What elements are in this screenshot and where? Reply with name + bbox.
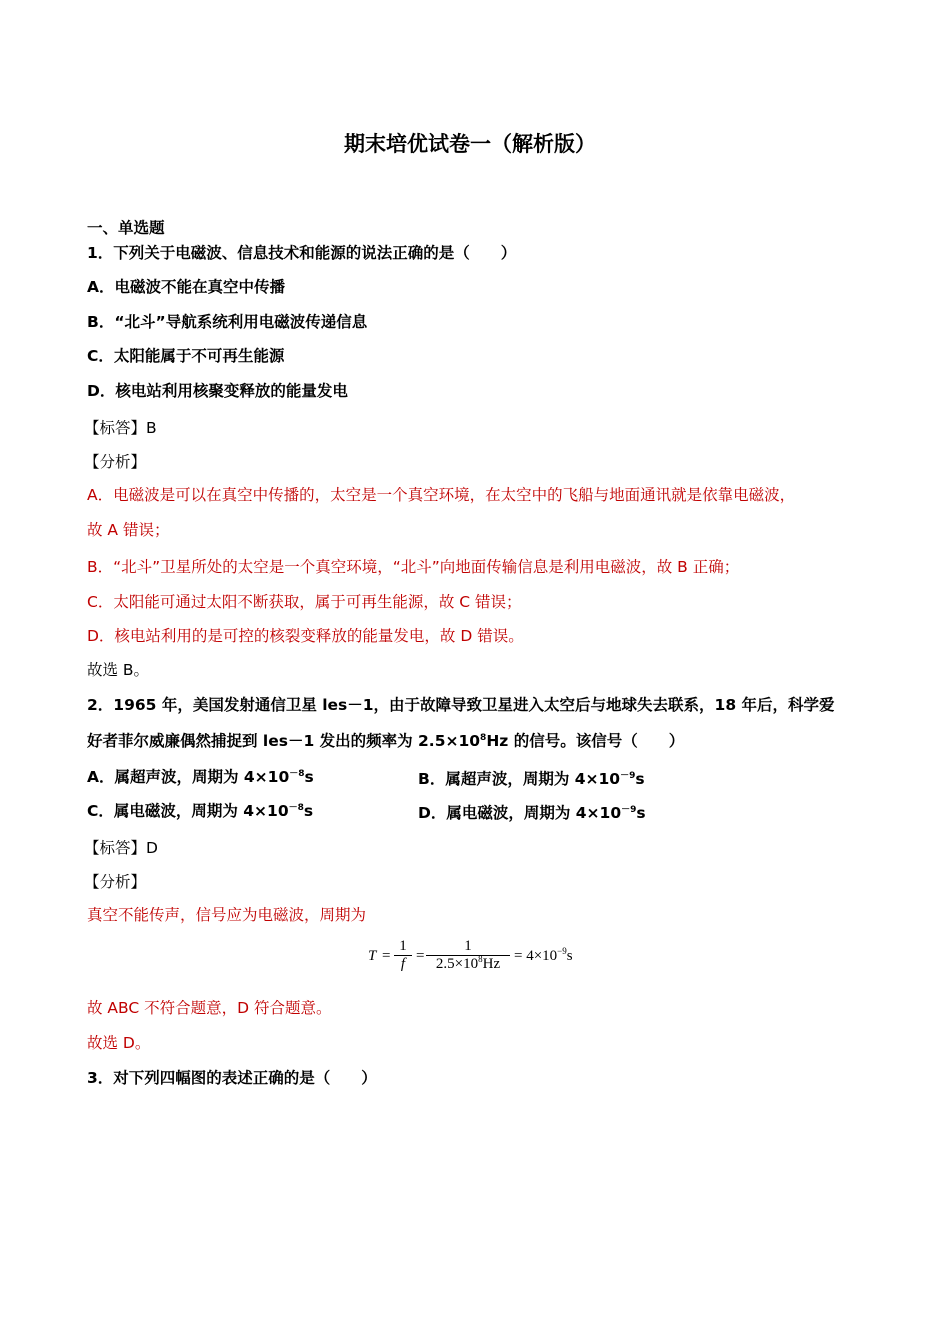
- q2-a-unit: s: [304, 768, 314, 786]
- q2-a-exp: －8: [289, 768, 305, 779]
- period-formula: [366, 936, 596, 986]
- q1-stem: 1．下列关于电磁波、信息技术和能源的说法正确的是（ ）: [87, 244, 517, 262]
- formula-result-pre: = 4×10: [514, 948, 558, 964]
- q2-c-exp: －8: [288, 802, 304, 813]
- q2-note: 故 ABC 不符合题意，D 符合题意。: [87, 999, 332, 1017]
- q2-a-text: A．属超声波，周期为 4×10: [87, 768, 290, 786]
- formula-frac2: [426, 938, 510, 973]
- q1-answer: 【标答】B: [84, 419, 157, 437]
- formula-den2-unit: Hz: [482, 956, 501, 972]
- formula-eq1: =: [382, 948, 391, 964]
- formula-num1: 1: [394, 938, 412, 956]
- formula-den1: f: [400, 956, 406, 972]
- formula-result: [514, 948, 573, 965]
- q1-analysis-line: C．太阳能可通过太阳不断获取，属于可再生能源，故 C 错误；: [87, 593, 522, 611]
- q2-stem2-post: Hz 的信号。该信号（ ）: [486, 732, 685, 750]
- formula-T: T: [368, 948, 377, 964]
- q3-stem: 3．对下列四幅图的表述正确的是（ ）: [87, 1069, 377, 1087]
- formula-frac1: [394, 938, 412, 973]
- q2-option-d: [418, 801, 646, 823]
- q1-conclusion: 故选 B。: [87, 661, 150, 679]
- q1-option-c: C．太阳能属于不可再生能源: [87, 347, 285, 365]
- formula-den2-pre: 2.5×10: [435, 956, 479, 972]
- q2-stem-line1: 2．1965 年，美国发射通信卫星 les－1，由于故障导致卫星进入太空后与地球失去联系，18 年后，科学爱: [87, 696, 835, 714]
- q1-option-b: B．“北斗”导航系统利用电磁波传递信息: [87, 313, 368, 331]
- q2-d-text: D．属电磁波，周期为 4×10: [418, 804, 622, 822]
- q1-analysis-line: 故 A 错误；: [87, 521, 170, 539]
- formula-eq2: =: [416, 948, 425, 964]
- formula-den2: [426, 956, 510, 973]
- q2-c-text: C．属电磁波，周期为 4×10: [87, 802, 289, 820]
- q2-stem2-exp: 8: [480, 732, 487, 743]
- q1-analysis-line: D．核电站利用的是可控的核裂变释放的能量发电，故 D 错误。: [87, 627, 524, 645]
- q2-option-b: [418, 767, 645, 789]
- q1-analysis-line: B．“北斗”卫星所处的太空是一个真空环境，“北斗”向地面传输信息是利用电磁波，故 B 正确；: [87, 558, 740, 576]
- section-heading: 一、单选题: [87, 219, 165, 237]
- page-title: 期末培优试卷一（解析版）: [344, 132, 596, 156]
- q2-stem2-pre: 好者菲尔威廉偶然捕捉到 les－1 发出的频率为 2.5×10: [87, 732, 481, 750]
- q1-analysis-line: A．电磁波是可以在真空中传播的，太空是一个真空环境，在太空中的飞船与地面通讯就是依靠电磁波，: [87, 486, 796, 504]
- q2-d-exp: －9: [621, 804, 637, 815]
- q2-answer: 【标答】D: [84, 839, 158, 857]
- q2-b-text: B．属超声波，周期为 4×10: [418, 770, 621, 788]
- q2-c-unit: s: [303, 802, 314, 820]
- q2-stem-line2: [87, 731, 684, 751]
- formula-result-unit: s: [566, 948, 573, 964]
- q2-conclusion: 故选 D。: [87, 1034, 151, 1052]
- formula-num2: 1: [426, 938, 510, 956]
- q2-option-a: [87, 767, 314, 787]
- q1-analysis-label: 【分析】: [84, 453, 147, 471]
- q2-analysis-label: 【分析】: [84, 873, 147, 891]
- q1-option-a: A．电磁波不能在真空中传播: [87, 278, 285, 296]
- q2-d-unit: s: [636, 804, 646, 822]
- formula-result-exp: −9: [557, 946, 567, 956]
- q2-option-c: [87, 801, 313, 821]
- q2-analysis: 真空不能传声，信号应为电磁波，周期为: [87, 906, 367, 924]
- q2-b-exp: －9: [620, 770, 636, 781]
- q1-option-d: D．核电站利用核聚变释放的能量发电: [87, 382, 348, 400]
- q2-b-unit: s: [635, 770, 645, 788]
- formula-den2-exp: 8: [478, 954, 483, 964]
